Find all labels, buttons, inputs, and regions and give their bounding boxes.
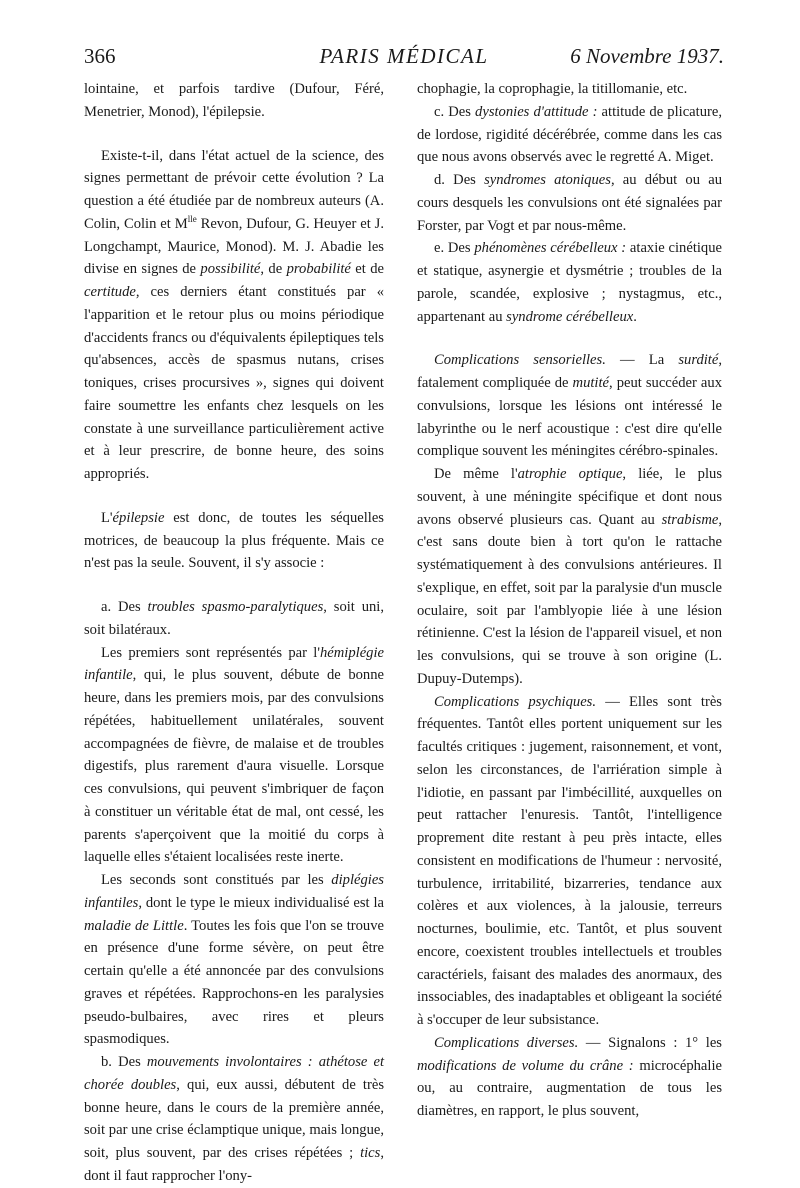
page-number: 366 bbox=[84, 44, 116, 68]
paragraph: a. Des troubles spasmo-paralytiques, soit uni, soit bilatéraux. bbox=[84, 599, 384, 638]
page-header bbox=[84, 44, 724, 74]
paragraph: L'épilepsie est donc, de toutes les séquelles motrices, de beaucoup la plus fréquente. Mais ce n'est pas la seule. Souvent, il s'y associe : bbox=[84, 509, 384, 572]
paragraph: Complications sensorielles. — La surdité, fatalement compliquée de mutité, peut succéder aux convulsions, lorsque les lésions ont intéressé le labyrinthe ou le nerf acoustique : c'est dire qu'elle complique souvent les méningites cérébro-spinales. bbox=[417, 352, 722, 460]
paragraph: Complications psychiques. — Elles sont très fréquentes. Tantôt elles portent uniquement sur les facultés critiques : jugement, raisonnement, et vont, selon les circonstances, de l'arriération simple à l'idiotie, en passant par l'imbécillité, auxquelles on peut rattacher l'enuresis. Tantôt, l'intelligence proprement dite restant à peu près intacte, elles consistent en modifications de l'humeur : nervosité, turbulence, irritabilité, bizarreries, tendance aux colères et aux violences, à la jalousie, terreurs nocturnes, boulimie, etc. Tantôt, et plus souvent encore, coexistent troubles intellectuels et troubles caractériels, faisant des malades des anormaux, des inssociables, des inadaptables et obligeant la société à s'occuper de leur subsistance. bbox=[417, 693, 722, 1028]
paragraph: Complications diverses. — Signalons : 1° les modifications de volume du crâne : microcéphalie ou, au contraire, augmentation de tous les diamètres, en rapport, le plus souvent, bbox=[417, 1034, 722, 1119]
paragraph: c. Des dystonies d'attitude : attitude de plicature, de lordose, rigidité décérébrée, comme dans les cas que nous avons observés avec le regretté A. Miget. bbox=[417, 103, 722, 166]
paragraph: Les seconds sont constitués par les diplégies infantiles, dont le type le mieux individualisé est la maladie de Little. Toutes les fois que l'on se trouve en présence d'une forme sévère, on peut être certain qu'elle a été annoncée par des convulsions graves et répétées. Rapprochons-en les paralysies pseudo-bulbaires, avec rires et pleurs spasmodiques. bbox=[84, 872, 384, 1048]
paragraph: d. Des syndromes atoniques, au début ou au cours desquels les convulsions ont été signalées par Forster, par Vogt et par nous-même. bbox=[417, 172, 723, 234]
right-column bbox=[417, 78, 722, 1123]
paragraph: Existe-t-il, dans l'état actuel de la science, des signes permettant de prévoir cette évolution ? La question a été étudiée par de nombreux auteurs (A. Colin, Colin et $M^{lle}$ Revon, Dufour, G. Heuyer et J. Longchampt, Maurice, Monod). M. J. Abadie les divise en signes de possibilité, de probabilité et de certitude, ces derniers étant constitués par « l'apparition et le retour plus ou moins périodique d'accidents francs ou d'équivalents épileptiques tels qu'absences, accès de spasmus nutans, crises toniques, crises procursives », signes qui doivent faire soumettre les enfants chez lesquels on les constate à une surveillance particulièrement active et à leur prescrire, de bonne heure, des soins appropriés. bbox=[84, 147, 384, 482]
paragraph: chophagie, la coprophagie, la titillomanie, etc. bbox=[417, 81, 688, 97]
issue-date: 6 Novembre 1937. bbox=[570, 44, 724, 68]
left-column bbox=[84, 78, 384, 1188]
paragraph: lointaine, et parfois tardive (Dufour, Féré, Menetrier, Monod), l'épilepsie. bbox=[84, 81, 384, 120]
paragraph: De même l'atrophie optique, liée, le plus souvent, à une méningite spécifique et dont nous avons observé plusieurs cas. Quant au strabisme, c'est sans doute bien à tort qu'on le rattache systématiquement à des convulsions antérieures. Il s'explique, en effet, soit par la paralysie d'un muscle oculaire, soit par l'amblyopie liée à une lésion rétinienne. C'est la lésion de l'appareil visuel, et non les convulsions, qui se trouve à son origine (L. Dupuy-Dutemps). bbox=[417, 466, 723, 687]
journal-title: PARIS MÉDICAL bbox=[319, 44, 489, 68]
paragraph: Les premiers sont représentés par l'hémiplégie infantile, qui, le plus souvent, débute de bonne heure, dans les premiers mois, par des convulsions répétées, habituellement unilatérales, souvent accompagnées de fièvre, de malaise et de troubles digestifs, plus rarement d'aura visuelle. Lorsque ces convulsions, qui peuvent s'imbriquer de façon à constituer un véritable état de mal, ont cessé, les parents s'aperçoivent que la moitié du corps à laquelle elles s'étaient localisées reste inerte. bbox=[84, 644, 384, 866]
paragraph: b. Des mouvements involontaires : athétose et chorée doubles, qui, eux aussi, débutent de très bonne heure, dans le cours de la première année, soit par une crise éclamptique unique, mais longue, soit, plus souvent, par des crises répétées ; tics, dont il faut rapprocher l'ony- bbox=[84, 1054, 384, 1184]
paragraph: e. Des phénomènes cérébelleux : ataxie cinétique et statique, asynergie et dysmétrie ; troubles de la parole, scandée, explosive ; nystagmus, etc., appartenant au syndrome cérébelleux. bbox=[417, 240, 722, 325]
